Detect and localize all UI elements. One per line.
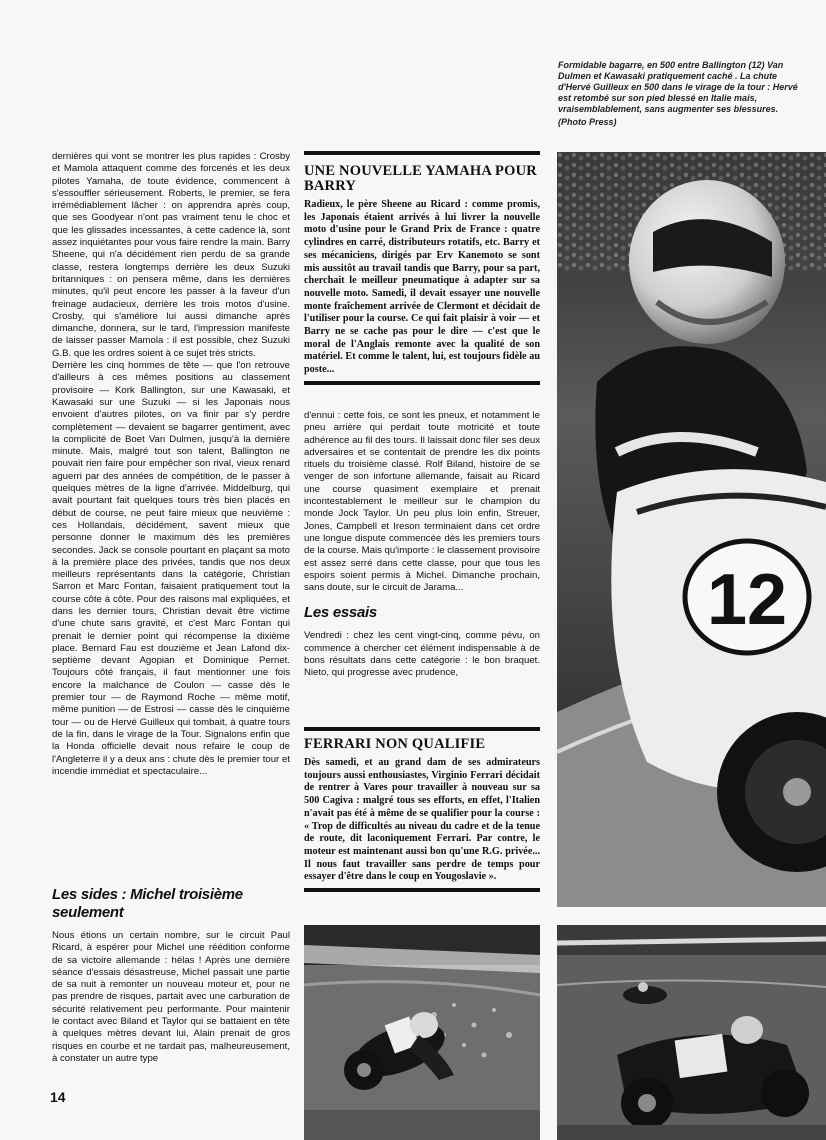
crash-photo-graphic [304,925,540,1140]
essais-paragraph: Vendredi : chez les cent vingt-cinq, comme pévu, on commence à chercher cet élément indispensable à de bons résultats dans cette catégorie : le bon braquet. Nieto, qui progresse avec prudence, [304,630,540,679]
article-paragraph: dernières qui vont se montrer les plus rapides : Crosby et Mamola attaquent comme des forcenés et les deux pilotes Yamaha, de toute évidence, commencent à s'essouffler sérieusement. Roberts, le premier, se fera irrémédiablement lâcher : on apprendra après coup, que ses Goodyear n'ont pas vraiment tenu le choc et que les glissades incessantes, à cette cadence là, sont assez inquiétantes pour vous faire rendre la main. Barry Sheene, qui n'a décidément rien perdu de sa grande classe, restera longtemps derrière les deux Suzuki britanniques : on pensera même, dans les dernières minutes, qu'il peut encore les passer à la faveur d'un freinage audacieux, derrière les trois motos d'usine. Crosby, qui s'améliore lui aussi dimanche après dimanche, donnera, sur le tard, l'impression manifeste de laisser passer Mamola : il est possible, chez Suzuki G.B. que les ordres soient à ce sujet très stricts. [52,151,290,359]
yamaha-box [304,151,540,385]
box-bottom-rule [304,381,540,385]
yamaha-box-title: UNE NOUVELLE YAMAHA POUR BARRY [304,163,537,194]
rider-photo [557,152,826,907]
sides-section [52,886,290,1065]
left-column [52,151,290,778]
section-heading-sides: Les sides : Michel troisième seulement [52,886,243,921]
sides-paragraph: Nous étions un certain nombre, sur le circuit Paul Ricard, à espérer pour Michel une réédition conforme de sa victoire allemande : hélas ! Après une dernière séance d'essais désastreuse, Michel passait une partie de sa nuit à remonter un nouveau moteur et, pour ne pas prendre de risques, partait avec une carburation de sécurité relativement peu performante. Pour maintenir le contact avec Biland et Taylor qui se battaient en tête à quelques mètres devant lui, Alain prenait de gros risques en courbe et ne tardait pas, malheureusement, à constater un autre type [52,930,290,1064]
sidecar-photo [557,925,826,1140]
sides-continuation: d'ennui : cette fois, ce sont les pneux, et notamment le pneu arrière qui perdait toute motricité et toute adhérence au fil des tours. Il laissait donc filer ses deux adversaires et se contentait de prendre les dix points rituels du troisième classé. Rolf Biland, histoire de se venger de son infortune allemande, faisait au Ricard une course quasiment exemplaire et prenait incontestablement le meilleur sur le champion du monde Jock Taylor. Un peu plus loin enfin, Streuer, Jones, Campbell et Ireson terminaient dans cet ordre une longue dispute commencée dès les premiers tours de la course. Mais qu'importe : le classement provisoire est assez serré dans cette classe, pour que tous les espoirs soient permis à Michel. Dimanche prochain, sans doute, sur le circuit de Jarama... [304,410,540,594]
middle-column [304,410,540,680]
ferrari-box [304,727,540,892]
caption-text: Formidable bagarre, en 500 entre Ballington (12) Van Dulmen et Kawasaki pratiquement caché . La chute d'Hervé Guilleux en 500 dans le virage de la tour : Hervé est retombé sur son pied blessé en Italie mais, vraisemblablement, sans augmenter ses blessures. [558,60,798,114]
rider-photo-graphic [557,152,826,907]
section-heading-essais: Les essais [304,604,377,622]
yamaha-box-text: Radieux, le père Sheene au Ricard : comme promis, les Japonais étaient arrivés à lui livrer la nouvelle moto d'usine pour le Grand Prix de France : quatre cylindres en carré, distributeurs rotatifs, etc. Barry et ses mécaniciens, dirigés par Erv Kanemoto se sont mis aussitôt au travail tandis que Barry, pour sa part, cherchait le meilleur pneumatique à adapter sur sa nouvelle moto. Samedi, il devait essayer une nouvelle monte fraîchement arrivée de Clermont et décidait de l'utiliser pour la course. Ce qui fait plaisir à voir — et Barry ne se cache pas pour le dire — c'est que le moral de l'Anglais remonte avec la qualité de son matériel. Et comme le talent, lui, est toujours fidèle au poste... [304,199,540,376]
photo-caption [558,60,798,128]
photo-credit: (Photo Press) [558,117,617,127]
race-number: 12 [706,560,788,640]
sidecar-photo-graphic [557,925,826,1140]
ferrari-box-title: FERRARI NON QUALIFIE [304,736,486,752]
ferrari-box-text: Dès samedi, et au grand dam de ses admirateurs toujours aussi enthousiastes, Virginio Ferrari décidait de rentrer à Vares pour travailler à nouveau sur sa 500 Cagiva : malgré tous ses efforts, en effet, l'Italien n'avait pas été à même de se qualifier pour la course : « Trop de difficultés au niveau du cadre et de la tenue de route, dit laconiquement Ferrari. Par contre, le moteur est maintenant aussi bon qu'une R.G. privée... Il nous faut travailler sans perdre de temps pour essayer d'être dans le coup en Yougoslavie ». [304,757,540,883]
page-number: 14 [50,1089,66,1105]
box-bottom-rule [304,888,540,892]
article-paragraph: Derrière les cinq hommes de tête — que l'on retrouve d'ailleurs à ces mêmes positions au classement provisoire — Kork Ballington, sur une Kawasaki, et Kawasaki sur une Suzuki — si les Japonais nous envoient d'autres pilotes, on va finir par s'y perdre complètement — devaient se bagarrer gentiment, avec la complicité de Boet Van Dulmen, jusqu'à la dernière minute. Mais, malgré tout son talent, Ballington ne pouvait rien faire pour empêcher son rival, vieux renard aguerri par des années de compétition, de le passer à quelques mètres de la ligne d'arrivée. Middelburg, qui avait pourtant fait quelques tours très bien placés en début de course, ne peut faire mieux que neuvième : ces Hollandais, décidément, savent mieux que personne donner le maximum dès les premières secondes. Jack se console pourtant en plaçant sa moto à la première place des privées, tandis que nos deux meilleurs représentants dans la catégorie, Christian Sarron et Marc Fontan, faisaient pratiquement tout la course côte à côte. Pour des raisons mal expliquées, et dans les dernier tours, Christian devait être victime d'une chute sans gravité, et c'est Marc Fontan qui prenait le dernier point qui récompense la dixième place. Bernard Fau est douzième et Jean Lafond dix-septième devant Agopian et Dominique Pernet. Toujours côté français, il faut mentionner une fois encore la malchance de Coulon — casse dès le premier tour — de Raymond Roche — même motif, même punition — de Estrosi — casse dès le cinquième tour — ou de Hervé Guilleux qui tombait, à quatre tours de la fin, dans le virage de la Tour. Signalons enfin que la Honda officielle devait nous refaire le coup de l'Angleterre il y a deux ans : chute dès le premier tour et incendie immédiat et spectaculaire... [52,360,290,777]
crash-photo [304,925,540,1140]
